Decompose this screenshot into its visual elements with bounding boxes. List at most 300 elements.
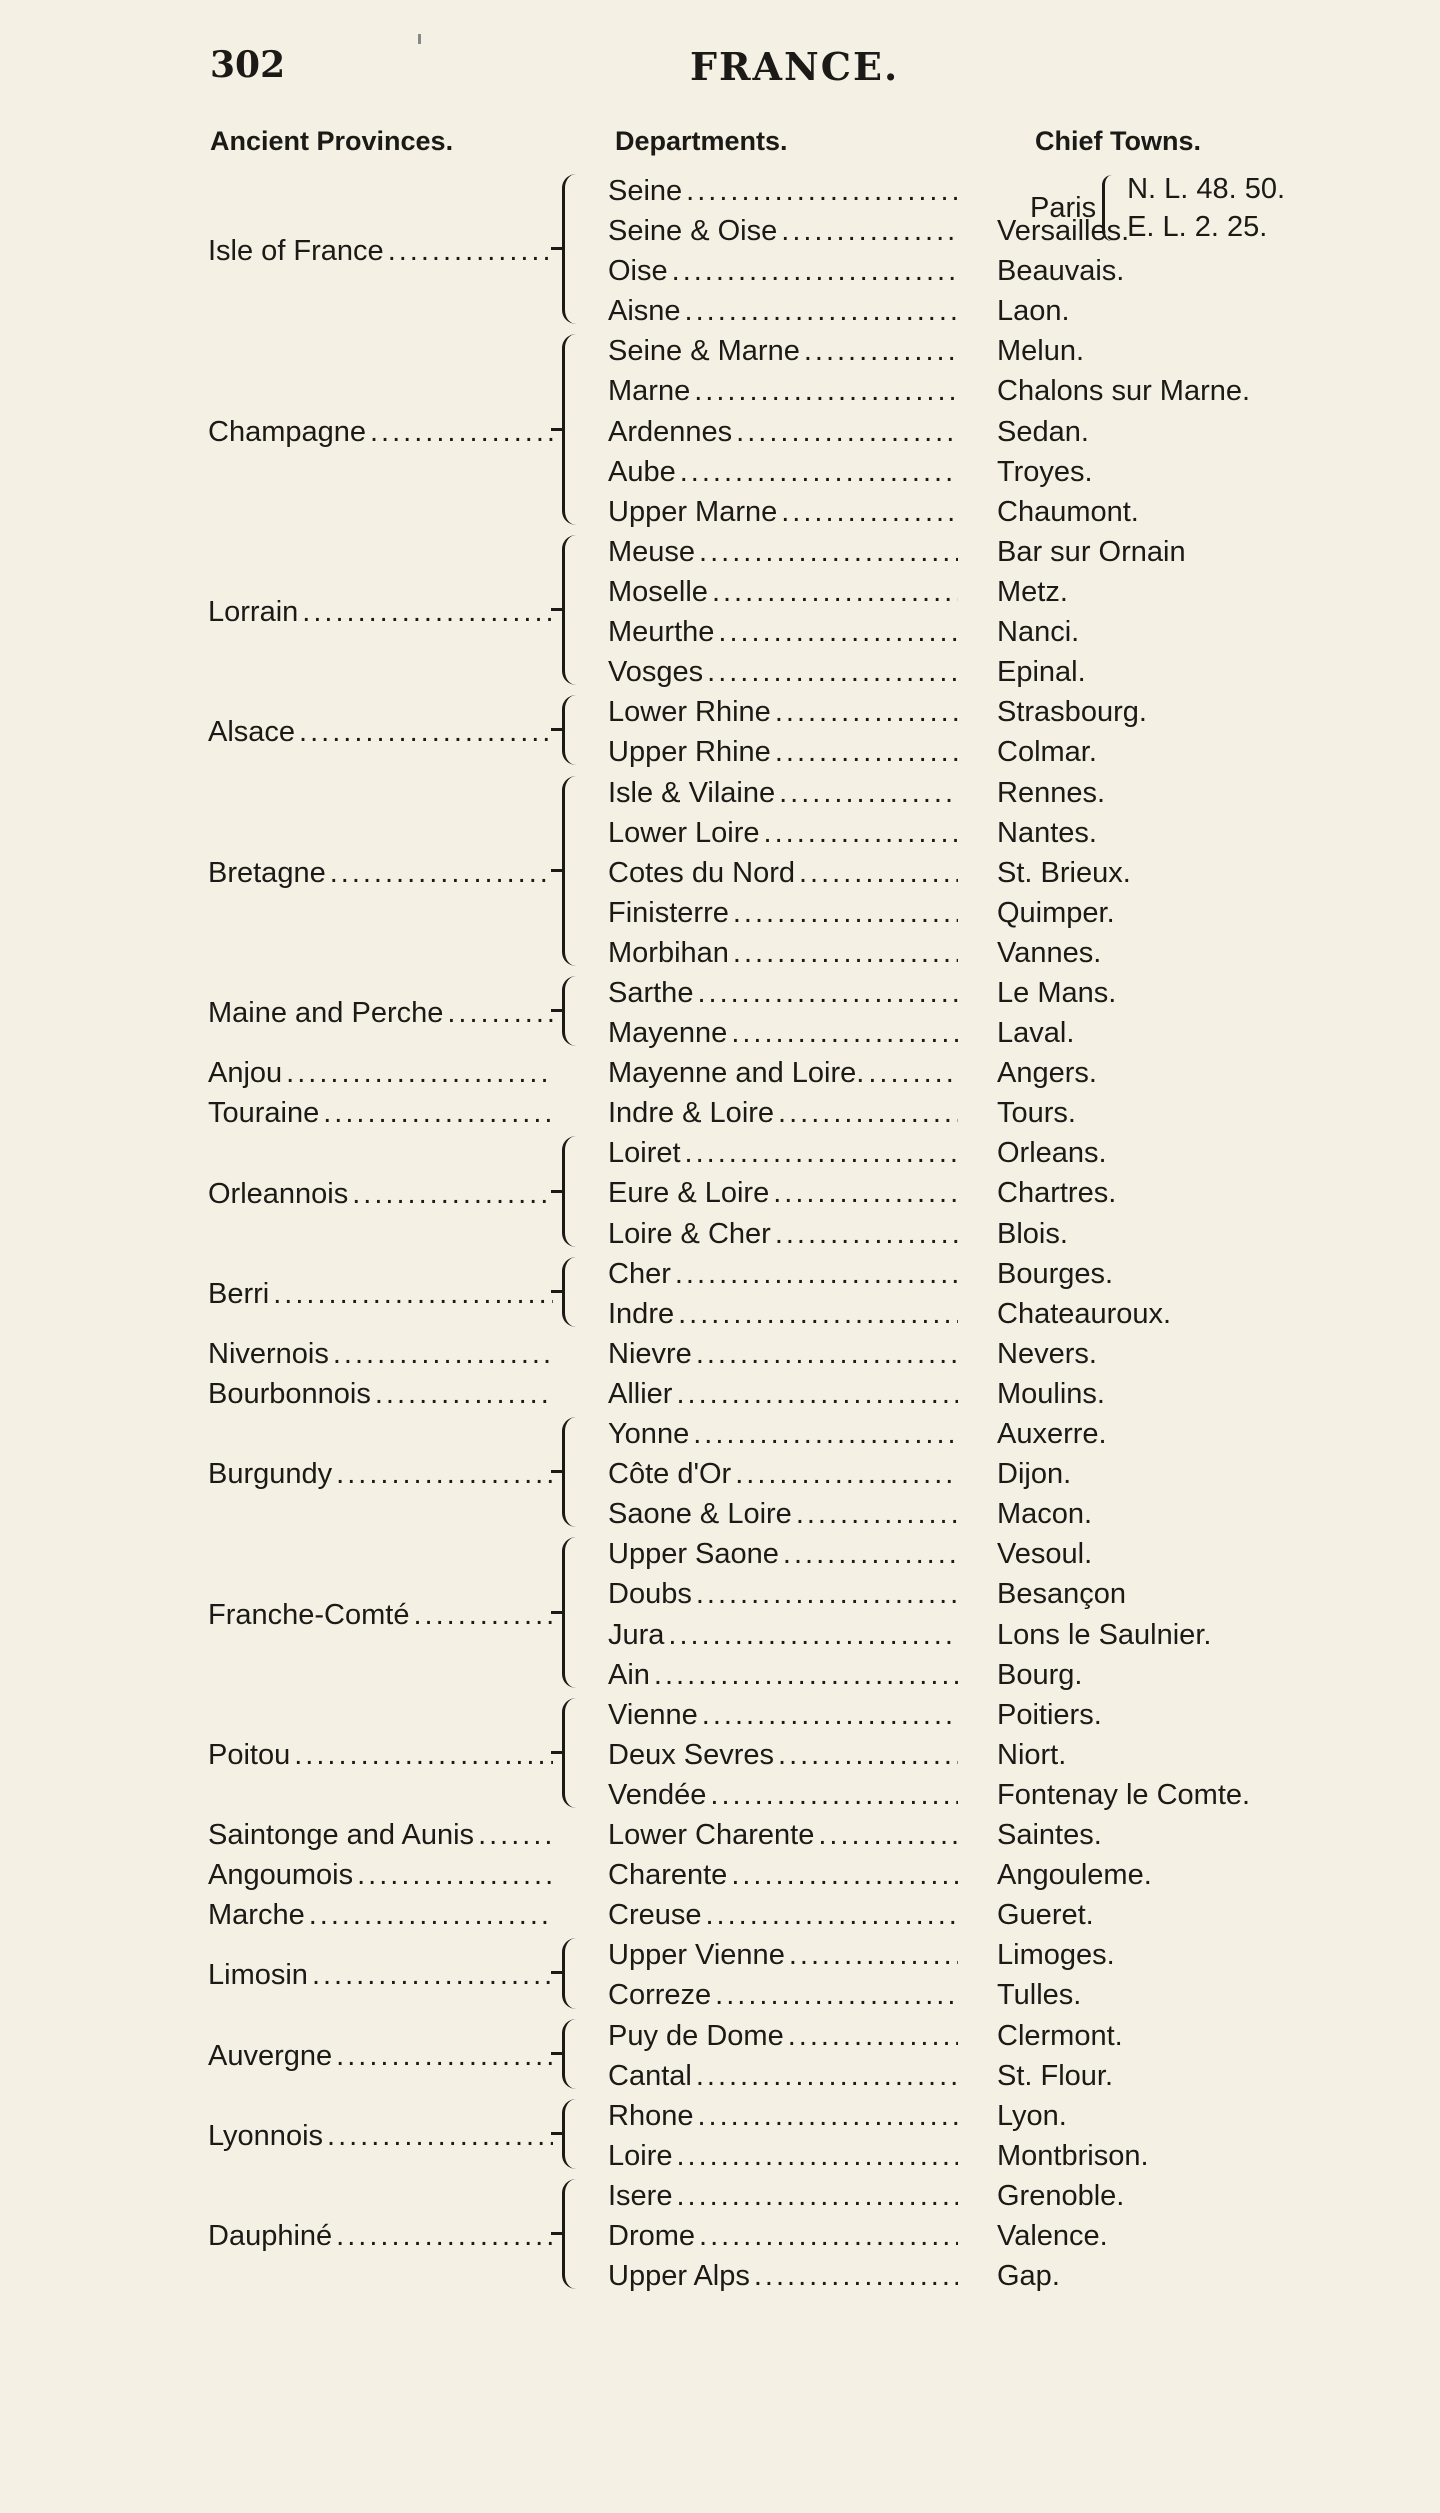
leader-dots [775, 736, 958, 769]
province-group [0, 168, 1440, 328]
chief-town: Auxerre. [997, 1418, 1107, 1451]
department-entry [608, 890, 958, 930]
province-name [208, 228, 553, 268]
department-entry [608, 1411, 958, 1451]
leader-dots [789, 1939, 958, 1972]
brace-tip [551, 247, 563, 250]
department-entry [608, 1812, 958, 1852]
department-name: Correze [608, 1979, 712, 2012]
department-name: Ardennes [608, 415, 733, 448]
group-brace [562, 776, 587, 967]
chief-town: Bar sur Ornain [997, 535, 1186, 568]
province-group [0, 2093, 1440, 2173]
leader-dots [733, 937, 958, 970]
leader-dots [775, 1218, 958, 1251]
leader-dots [654, 1659, 958, 1692]
province-group [0, 689, 1440, 769]
department-name: Aube [608, 455, 676, 488]
province-group [0, 529, 1440, 689]
province-label: Berri [208, 1277, 270, 1310]
chief-town: Le Mans. [997, 977, 1117, 1009]
province-name [208, 2033, 553, 2073]
chief-town: Clermont. [997, 2019, 1123, 2052]
province-name [208, 1592, 553, 1632]
group-brace [562, 1136, 587, 1246]
province-group [0, 970, 1440, 1050]
department-entry [608, 1732, 958, 1772]
brace-tip [551, 1751, 563, 1754]
leader-dots [699, 536, 958, 569]
leader-dots [680, 456, 958, 489]
department-entry [608, 1050, 958, 1090]
department-name: Loiret [608, 1137, 681, 1170]
department-name: Upper Alps [608, 2260, 750, 2293]
leader-dots [686, 175, 958, 208]
page-header [210, 44, 1330, 104]
group-brace [562, 1257, 587, 1327]
department-name: Morbihan [608, 936, 729, 969]
chief-town: Macon. [997, 1498, 1093, 1531]
department-entry [608, 1892, 958, 1932]
leader-dots [388, 235, 553, 268]
department-name: Seine [608, 175, 683, 207]
leader-dots [778, 1739, 958, 1772]
department-entry [608, 1291, 958, 1331]
department-entry [608, 1010, 958, 1050]
leader-dots [676, 1378, 958, 1411]
department-entry [608, 529, 958, 569]
department-entry [608, 1852, 958, 1892]
brace-tip [551, 608, 563, 611]
department-name: Puy de Dome [608, 2019, 784, 2052]
chief-town: Poitiers. [997, 1698, 1102, 1731]
province-label: Nivernois [208, 1337, 329, 1370]
province-name [208, 589, 553, 629]
chief-town: St. Flour. [997, 2059, 1114, 2092]
leader-dots [702, 1699, 958, 1732]
department-name: Côte d'Or [608, 1458, 732, 1491]
province-group [0, 770, 1440, 971]
province-label: Burgundy [208, 1458, 333, 1491]
province-label: Poitou [208, 1738, 291, 1771]
province-label: Limosin [208, 1959, 308, 1992]
province-name [208, 850, 553, 890]
chief-town: Montbrison. [997, 2139, 1149, 2172]
leader-dots [783, 1538, 958, 1571]
province-label: Auvergne [208, 2039, 333, 2072]
province-label: Touraine [208, 1097, 320, 1130]
department-name: Isle & Vilaine [608, 776, 776, 809]
province-group [0, 1331, 1440, 1371]
department-name: Marne [608, 375, 691, 408]
department-name: Meurthe [608, 616, 715, 649]
province-label: Marche [208, 1899, 305, 1932]
department-entry [608, 2013, 958, 2053]
province-group [0, 1411, 1440, 1531]
group-brace [562, 535, 587, 685]
province-name [208, 1812, 553, 1852]
department-entry [608, 970, 958, 1010]
chief-town: Metz. [997, 575, 1068, 608]
brace-tip [551, 2132, 563, 2135]
province-group [0, 1090, 1440, 1130]
department-entry [608, 368, 958, 408]
chief-town: Valence. [997, 2220, 1108, 2253]
department-name: Finisterre [608, 896, 729, 929]
chief-town: Bourges. [997, 1257, 1114, 1290]
chief-town: Chalons sur Marne. [997, 375, 1251, 408]
chief-town: Gueret. [997, 1899, 1094, 1932]
chief-town: Tours. [997, 1097, 1076, 1130]
leader-dots [781, 215, 958, 248]
province-group [0, 1531, 1440, 1691]
group-brace [562, 2019, 587, 2089]
leader-dots [370, 416, 553, 449]
department-name: Doubs [608, 1578, 692, 1611]
group-brace [562, 174, 587, 324]
department-entry [608, 1251, 958, 1291]
department-entry [608, 208, 958, 248]
department-name: Seine & Oise [608, 215, 778, 248]
province-label: Maine and Perche [208, 997, 444, 1030]
group-brace [562, 334, 587, 525]
department-entry [608, 248, 958, 288]
province-label: Angoumois [208, 1859, 354, 1892]
brace-tip [551, 2052, 563, 2055]
province-group [0, 1251, 1440, 1331]
leader-dots [796, 1498, 958, 1531]
chief-town: Chaumont. [997, 495, 1139, 528]
chief-town: Blois. [997, 1217, 1068, 1250]
leader-dots [706, 1899, 959, 1932]
department-name: Lower Charente [608, 1819, 815, 1852]
department-name: Oise [608, 255, 668, 288]
paris-town-name: Paris [1030, 191, 1097, 224]
leader-dots [677, 2140, 959, 2173]
page-title: FRANCE. [690, 44, 900, 89]
chief-town: Epinal. [997, 656, 1086, 689]
chief-town: Rennes. [997, 776, 1106, 809]
department-name: Rhone [608, 2099, 694, 2132]
print-mark [418, 34, 421, 44]
leader-dots [731, 1017, 958, 1050]
leader-dots [731, 1859, 958, 1892]
province-name [208, 1331, 553, 1371]
leader-dots [302, 596, 553, 629]
chief-town: Colmar. [997, 736, 1097, 769]
province-group [0, 1852, 1440, 1892]
leader-dots [675, 1258, 958, 1291]
department-entry [608, 2253, 958, 2293]
department-name: Mayenne and Loire. [608, 1057, 865, 1090]
department-name: Allier [608, 1378, 673, 1410]
province-name [208, 1732, 553, 1772]
group-brace [562, 2179, 587, 2289]
brace-tip [551, 869, 563, 872]
department-name: Ain [608, 1658, 650, 1691]
leader-dots [685, 295, 958, 328]
department-name: Lower Rhine [608, 696, 771, 729]
leader-dots [733, 897, 958, 930]
column-header-towns: Chief Towns. [1035, 126, 1201, 156]
province-group [0, 1892, 1440, 1932]
department-entry [608, 850, 958, 890]
brace-tip [551, 1611, 563, 1614]
chief-town: Beauvais. [997, 255, 1125, 288]
department-entry [608, 1612, 958, 1652]
province-label: Saintonge and Aunis [208, 1819, 475, 1852]
province-label: Champagne [208, 415, 366, 448]
leader-dots [707, 656, 958, 689]
department-entry [608, 2133, 958, 2173]
leader-dots [788, 2020, 958, 2053]
department-entry [608, 609, 958, 649]
brace-tip [551, 428, 563, 431]
leader-dots [868, 1057, 958, 1090]
chief-town: Lyon. [997, 2099, 1067, 2132]
province-name [208, 409, 553, 449]
department-entry [608, 2173, 958, 2213]
department-entry [608, 328, 958, 368]
province-name [208, 1451, 553, 1491]
leader-dots [773, 1177, 958, 1210]
province-label: Dauphiné [208, 2220, 333, 2253]
leader-dots [696, 1578, 958, 1611]
department-entry [608, 449, 958, 489]
group-brace [562, 1938, 587, 2008]
department-name: Jura [608, 1618, 665, 1651]
leader-dots [710, 1779, 958, 1812]
department-entry [608, 1772, 958, 1812]
leader-dots [775, 696, 958, 729]
province-name [208, 709, 553, 749]
brace-tip [551, 1470, 563, 1473]
department-name: Cher [608, 1257, 671, 1290]
leader-dots [273, 1278, 553, 1311]
department-entry [608, 409, 958, 449]
chief-town: Moulins. [997, 1378, 1105, 1410]
province-label: Franche-Comté [208, 1598, 410, 1631]
department-name: Eure & Loire [608, 1177, 770, 1210]
leader-dots [286, 1057, 553, 1090]
leader-dots [712, 576, 958, 609]
leader-dots [668, 1619, 958, 1652]
department-name: Upper Vienne [608, 1939, 785, 1972]
paris-longitude: E. L. 2. 25. [1127, 211, 1268, 243]
brace-tip [551, 2232, 563, 2235]
department-name: Meuse [608, 535, 696, 568]
leader-dots [799, 857, 958, 890]
chief-town: Limoges. [997, 1939, 1115, 1972]
department-entry [608, 810, 958, 850]
leader-dots [736, 416, 958, 449]
brace-tip [551, 728, 563, 731]
department-entry [608, 489, 958, 529]
department-name: Seine & Marne [608, 335, 800, 368]
leader-dots [818, 1819, 958, 1852]
province-label: Isle of France [208, 235, 384, 268]
department-name: Isere [608, 2180, 673, 2212]
province-name [208, 1371, 553, 1411]
department-name: Charente [608, 1859, 728, 1892]
leader-dots [764, 817, 958, 850]
chief-town: Laon. [997, 295, 1070, 328]
chief-town: Bourg. [997, 1658, 1083, 1691]
leader-dots [672, 255, 958, 288]
department-entry [608, 569, 958, 609]
department-name: Indre & Loire [608, 1097, 775, 1130]
leader-dots [699, 2220, 958, 2253]
brace-tip [551, 1190, 563, 1193]
department-name: Vendée [608, 1778, 707, 1811]
department-name: Upper Marne [608, 495, 778, 528]
leader-dots [330, 857, 553, 890]
department-entry [608, 1652, 958, 1692]
province-group [0, 1130, 1440, 1250]
leader-dots [696, 2060, 958, 2093]
province-group [0, 2013, 1440, 2093]
department-entry [608, 1371, 958, 1411]
province-label: Orleannois [208, 1177, 349, 1210]
chief-town: Versailles. [997, 215, 1130, 248]
leader-dots [754, 2260, 958, 2293]
province-name [208, 1090, 553, 1130]
leader-dots [309, 1899, 553, 1932]
department-name: Upper Saone [608, 1538, 779, 1571]
department-entry [608, 1211, 958, 1251]
chief-town: Strasbourg. [997, 696, 1147, 729]
chief-town: Dijon. [997, 1458, 1072, 1491]
leader-dots [294, 1739, 553, 1772]
department-entry [608, 770, 958, 810]
department-entry [608, 1972, 958, 2012]
chief-town: Gap. [997, 2260, 1060, 2293]
department-name: Lower Loire [608, 816, 760, 849]
chief-town: Nanci. [997, 616, 1080, 649]
province-name [208, 1952, 553, 1992]
leader-dots [804, 335, 958, 368]
leader-dots [685, 1137, 958, 1170]
department-entry [608, 2213, 958, 2253]
chief-town: Saintes. [997, 1819, 1102, 1852]
department-name: Loire & Cher [608, 1217, 771, 1250]
chief-town: Troyes. [997, 455, 1093, 488]
province-group [0, 1812, 1440, 1852]
leader-dots [413, 1599, 553, 1632]
department-name: Cantal [608, 2059, 692, 2092]
chief-town: Niort. [997, 1738, 1067, 1771]
leader-dots [779, 777, 958, 810]
chief-town: Nevers. [997, 1337, 1097, 1370]
department-entry [608, 1331, 958, 1371]
province-label: Alsace [208, 716, 296, 749]
leader-dots [735, 1458, 958, 1491]
department-name: Moselle [608, 575, 708, 608]
province-group [0, 1932, 1440, 2012]
chief-town: Tulles. [997, 1979, 1082, 2012]
chief-town: Vannes. [997, 936, 1102, 969]
province-name [208, 1171, 553, 1211]
chief-town: Melun. [997, 335, 1085, 368]
department-entry [608, 2093, 958, 2133]
province-label: Bourbonnois [208, 1378, 371, 1411]
department-entry [608, 1932, 958, 1972]
chief-town: Angers. [997, 1057, 1097, 1090]
leader-dots [336, 2040, 553, 2073]
department-entry [608, 1571, 958, 1611]
department-name: Drome [608, 2220, 696, 2253]
leader-dots [694, 375, 958, 408]
chief-town: Lons le Saulnier. [997, 1618, 1212, 1651]
leader-dots [697, 977, 958, 1010]
leader-dots [696, 1338, 958, 1371]
department-entry [608, 930, 958, 970]
department-entry [608, 689, 958, 729]
department-entry [608, 1170, 958, 1210]
leader-dots [778, 1097, 958, 1130]
leader-dots [697, 2100, 958, 2133]
brace-tip [551, 1971, 563, 1974]
department-entry [608, 1090, 958, 1130]
department-entry [608, 168, 958, 208]
chief-town: St. Brieux. [997, 856, 1131, 889]
leader-dots [336, 2220, 553, 2253]
leader-dots [678, 1298, 958, 1331]
leader-dots [447, 997, 553, 1030]
chief-town: Fontenay le Comte. [997, 1778, 1251, 1811]
chief-town: Grenoble. [997, 2180, 1125, 2212]
chief-town: Angouleme. [997, 1859, 1152, 1892]
province-name [208, 990, 553, 1030]
leader-dots [333, 1338, 553, 1371]
department-name: Yonne [608, 1418, 690, 1451]
leader-dots [676, 2180, 958, 2213]
department-name: Nievre [608, 1337, 692, 1370]
province-group [0, 1692, 1440, 1812]
group-brace [562, 1417, 587, 1527]
chief-town: Sedan. [997, 415, 1089, 448]
department-name: Creuse [608, 1899, 702, 1932]
column-header-departments: Departments. [615, 126, 788, 156]
department-name: Upper Rhine [608, 736, 771, 769]
leader-dots [718, 616, 958, 649]
leader-dots [781, 496, 958, 529]
province-label: Lorrain [208, 596, 299, 629]
leader-dots [693, 1418, 958, 1451]
leader-dots [375, 1378, 553, 1411]
group-brace [562, 695, 587, 765]
department-entry [608, 2053, 958, 2093]
department-name: Saone & Loire [608, 1498, 792, 1531]
province-label: Anjou [208, 1057, 283, 1090]
chief-town: Laval. [997, 1017, 1075, 1050]
brace-tip [551, 1290, 563, 1293]
chief-town: Vesoul. [997, 1538, 1093, 1571]
department-name: Deux Sevres [608, 1738, 775, 1771]
chief-town: Chartres. [997, 1177, 1117, 1210]
column-header-provinces: Ancient Provinces. [210, 126, 454, 156]
province-group [0, 1050, 1440, 1090]
department-name: Mayenne [608, 1017, 728, 1050]
leader-dots [299, 716, 553, 749]
department-name: Indre [608, 1297, 675, 1330]
leader-dots [352, 1178, 553, 1211]
paris-latitude: N. L. 48. 50. [1127, 173, 1286, 205]
province-label: Bretagne [208, 856, 326, 889]
leader-dots [715, 1979, 958, 2012]
province-label: Lyonnois [208, 2119, 324, 2152]
department-entry [608, 1130, 958, 1170]
